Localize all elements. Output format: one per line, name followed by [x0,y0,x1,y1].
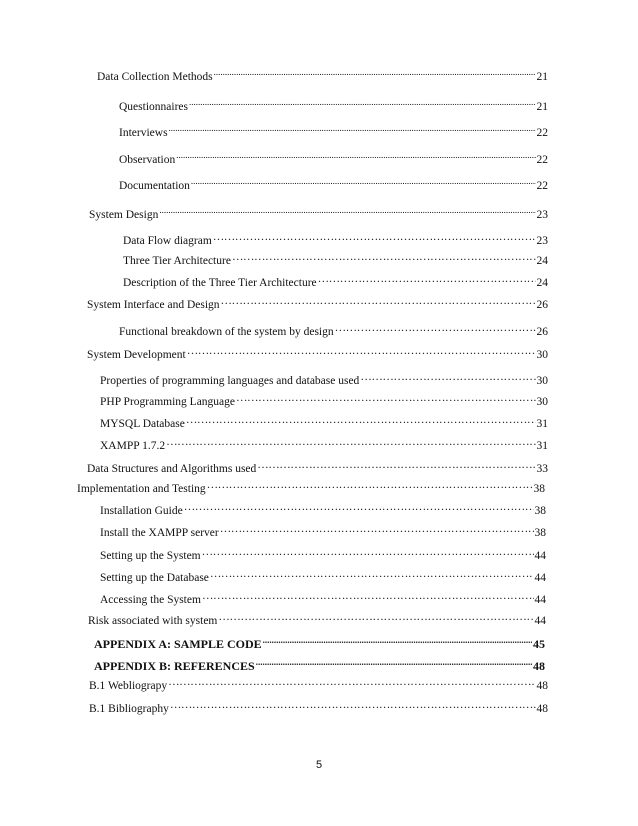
toc-page: 30 [536,349,548,361]
toc-page: 38 [534,505,546,517]
toc-title: System Development [87,349,186,361]
toc-leader [186,411,536,427]
toc-title: Functional breakdown of the system by design [119,326,334,338]
toc-title: Documentation [119,180,190,192]
toc-page: 38 [534,527,546,539]
toc-page: 44 [534,594,546,606]
toc-title: APPENDIX B: REFERENCES [94,659,255,673]
toc-leader [159,202,535,218]
toc-leader [232,248,536,264]
toc-leader [187,342,536,358]
toc-page: 21 [536,71,548,83]
toc-entry[interactable] [89,673,548,692]
toc-page: 24 [536,277,548,289]
toc-title: Data Structures and Algorithms used [87,463,257,475]
toc-leader [236,389,535,405]
toc-leader [210,565,534,581]
toc-entry[interactable] [100,520,546,539]
toc-entry[interactable] [123,228,548,247]
toc-leader [263,632,532,648]
toc-title: Properties of programming languages and database used [100,375,360,387]
toc-title: Install the XAMPP server [100,527,219,539]
toc-page: 26 [536,326,548,338]
toc-page: 22 [536,127,548,139]
toc-title: Risk associated with system [88,615,218,627]
toc-leader [176,147,535,163]
toc-leader [184,498,534,514]
toc-title: B.1 Webliograpy [89,680,168,692]
toc-title: System Design [89,209,159,221]
toc-leader [169,120,536,136]
toc-entry[interactable] [119,147,548,166]
toc-title: MYSQL Database [100,418,185,430]
toc-entry[interactable] [100,433,548,452]
toc-entry[interactable] [100,587,546,606]
toc-page: 44 [534,615,546,627]
toc-entry[interactable] [88,608,546,627]
toc-entry[interactable] [97,64,548,83]
toc-entry[interactable] [119,173,548,192]
toc-leader [218,608,533,624]
toc-entry[interactable] [100,368,548,387]
toc-page: 31 [536,418,548,430]
toc-leader [256,654,532,670]
toc-leader [214,64,536,80]
toc-leader [360,368,535,384]
toc-title: PHP Programming Language [100,396,236,408]
toc-entry[interactable] [119,319,548,338]
toc-entry[interactable] [119,120,548,139]
toc-page: 21 [536,101,548,113]
toc-leader [166,433,535,449]
toc-entry[interactable] [123,248,548,267]
toc-title: Data Collection Methods [97,71,213,83]
toc-leader [202,543,534,559]
toc-title: Questionnaires [119,101,188,113]
toc-page: 45 [533,637,545,651]
toc-title: Accessing the System [100,594,201,606]
toc-leader [213,228,536,244]
toc-entry[interactable] [77,476,545,495]
toc-entry-appendix[interactable] [94,632,545,651]
toc-title: System Interface and Design [87,299,220,311]
toc-title: Implementation and Testing [77,483,206,495]
toc-page: 24 [536,255,548,267]
toc-page: 31 [536,440,548,452]
toc-page: 22 [536,180,548,192]
toc-entry[interactable] [89,202,548,221]
toc-entry[interactable] [87,456,548,475]
toc-title: Data Flow diagram [123,235,212,247]
toc-entry[interactable] [100,543,546,562]
toc-entry[interactable] [100,498,546,517]
toc-leader [170,696,536,712]
toc-page: 22 [536,154,548,166]
toc-leader [335,319,536,335]
toc-entry[interactable] [100,411,548,430]
toc-page: 23 [536,235,548,247]
toc-leader [207,476,533,492]
toc-title: Interviews [119,127,168,139]
toc-leader [168,673,535,689]
toc-entry[interactable] [123,270,548,289]
page-number: 5 [315,759,323,771]
toc-page: 30 [536,375,548,387]
toc-leader [318,270,536,286]
toc-leader [189,94,536,110]
toc-entry[interactable] [100,565,546,584]
toc-page: 44 [534,572,546,584]
toc-title: APPENDIX A: SAMPLE CODE [94,637,262,651]
toc-entry[interactable] [100,389,548,408]
toc-page: 26 [536,299,548,311]
toc-title: Three Tier Architecture [123,255,231,267]
toc-page: 48 [533,659,545,673]
toc-title: Setting up the System [100,550,201,562]
toc-leader [191,173,536,189]
toc-title: Observation [119,154,176,166]
toc-page: 48 [536,680,548,692]
toc-page: 23 [536,209,548,221]
toc-entry[interactable] [87,292,548,311]
toc-entry-appendix[interactable] [94,654,545,673]
toc-leader [220,520,534,536]
toc-title: Installation Guide [100,505,183,517]
toc-leader [221,292,536,308]
toc-title: Description of the Three Tier Architecture [123,277,317,289]
toc-title: Setting up the Database [100,572,209,584]
toc-page: 30 [536,396,548,408]
toc-title: B.1 Bibliography [89,703,169,715]
toc-page: 33 [536,463,548,475]
toc-leader [257,456,535,472]
toc-page: 38 [533,483,545,495]
toc-page: 48 [536,703,548,715]
toc-leader [202,587,534,603]
toc-page: 44 [534,550,546,562]
toc-entry[interactable] [89,696,548,715]
toc-entry[interactable] [87,342,548,361]
toc-entry[interactable] [119,94,548,113]
toc-title: XAMPP 1.7.2 [100,440,166,452]
